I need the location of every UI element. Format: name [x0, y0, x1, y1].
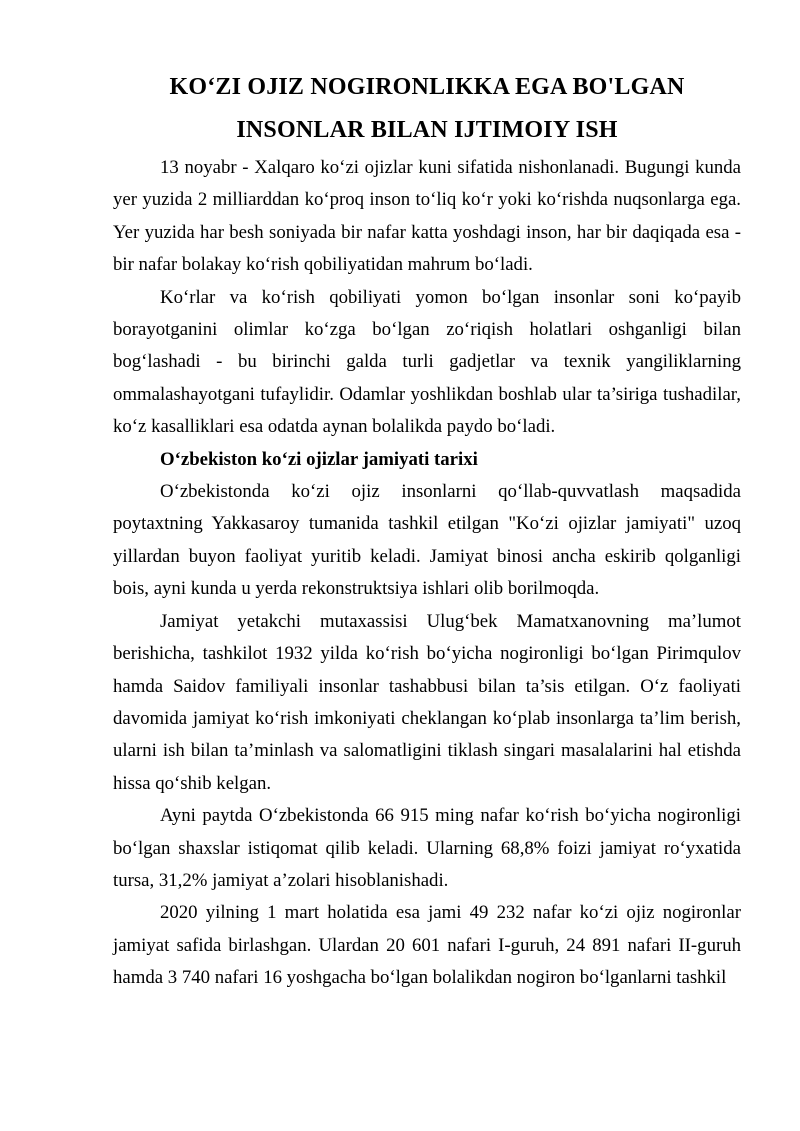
paragraph-intro: 13 noyabr - Xalqaro ko‘zi ojizlar kuni sifatida nishonlanadi. Bugungi kunda yer yuzida 2 milliarddan ko‘proq inson to‘liq ko‘r yoki ko‘rishda nuqsonlarga ega. Yer yuzida har besh soniyada bir nafar katta yoshdagi inson, har bir daqiqada esa - bir nafar bolakay ko‘rish qobiliyatidan mahrum bo‘ladi.	[113, 157, 741, 276]
paragraph-founding: Jamiyat yetakchi mutaxassisi Ulug‘bek Mamatxanovning ma’lumot berishicha, tashkilot 1932 yilda ko‘rish bo‘yicha nogironligi bo‘lgan Pirimqulov hamda Saidov familiyali insonlar tashabbusi bilan ta’sis etilgan. O‘z faoliyati davomida jamiyat ko‘rish imkoniyati cheklangan ko‘plab insonlarga ta’lim berish, ularni ish bilan ta’minlash va salomatligini tiklash singari masalalarini hal etishda hissa qo‘shib kelgan.	[113, 610, 741, 794]
document-title-line-2: INSONLAR BILAN IJTIMOIY ISH	[236, 117, 618, 143]
paragraph-statistics: Ayni paytda O‘zbekistonda 66 915 ming nafar ko‘rish bo‘yicha nogironligi bo‘lgan shaxslar istiqomat qilib keladi. Ularning 68,8% foizi jamiyat ro‘yxatida tursa, 31,2% jamiyat a’zolari hisoblanishadi.	[113, 805, 741, 891]
paragraph-causes: Ko‘rlar va ko‘rish qobiliyati yomon bo‘lgan insonlar soni ko‘payib borayotganini olimlar ko‘zga bo‘lgan zo‘riqish holatlari oshganligi bilan bog‘lashadi - bu birinchi galda turli gadjetlar va texnik yangiliklarning ommalashayotgani tufaylidir. Odamlar yoshlikdan boshlab ular ta’siriga tushadilar, ko‘z kasalliklari esa odatda aynan bolalikda paydo bo‘ladi.	[113, 286, 741, 438]
paragraph-membership: 2020 yilning 1 mart holatida esa jami 49 232 nafar ko‘zi ojiz nogironlar jamiyat safida birlashgan. Ulardan 20 601 nafari I-guruh, 24 891 nafari II-guruh hamda 3 740 nafari 16 yoshgacha bo‘lgan bolalikdan nogiron bo‘lganlarni tashkil	[113, 902, 741, 989]
document-title	[113, 66, 741, 152]
document-content	[113, 66, 741, 995]
section-heading-history: O‘zbekiston ko‘zi ojizlar jamiyati tarixi	[160, 448, 478, 470]
document-title-line-1: KO‘ZI OJIZ NOGIRONLIKKA EGA BO'LGAN	[169, 74, 685, 100]
paragraph-society: O‘zbekistonda ko‘zi ojiz insonlarni qo‘llab-quvvatlash maqsadida poytaxtning Yakkasaroy tumanida tashkil etilgan "Ko‘zi ojizlar jamiyati" uzoq yillardan buyon faoliyat yuritib keladi. Jamiyat binosi ancha eskirib qolganligi bois, ayni kunda u yerda rekonstruktsiya ishlari olib borilmoqda.	[113, 481, 741, 600]
